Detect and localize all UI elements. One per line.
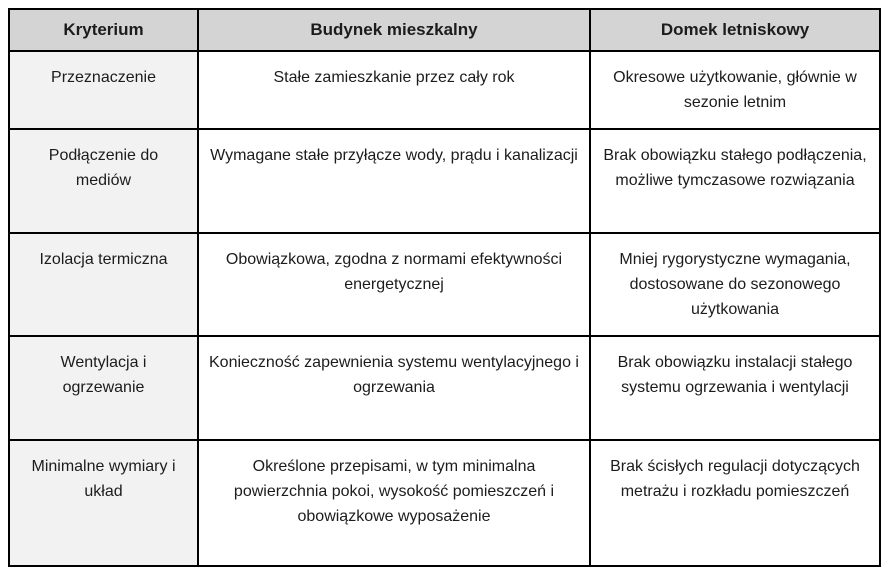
cell-budynek: Konieczność zapewnienia systemu wentylacyjnego i ogrzewania [198, 336, 590, 440]
comparison-table [8, 8, 881, 567]
cell-domek: Brak obowiązku instalacji stałego systemu ogrzewania i wentylacji [590, 336, 880, 440]
table-row [9, 233, 880, 336]
header-row [9, 9, 880, 51]
cell-criterium: Minimalne wymiary i układ [9, 440, 198, 566]
cell-criterium: Izolacja termiczna [9, 233, 198, 336]
cell-budynek: Określone przepisami, w tym minimalna powierzchnia pokoi, wysokość pomieszczeń i obowiązkowe wyposażenie [198, 440, 590, 566]
cell-criterium: Wentylacja i ogrzewanie [9, 336, 198, 440]
cell-domek: Brak ścisłych regulacji dotyczących metrażu i rozkładu pomieszczeń [590, 440, 880, 566]
cell-budynek: Wymagane stałe przyłącze wody, prądu i kanalizacji [198, 129, 590, 233]
table-row [9, 129, 880, 233]
table-row [9, 440, 880, 566]
cell-domek: Okresowe użytkowanie, głównie w sezonie letnim [590, 51, 880, 129]
cell-domek: Mniej rygorystyczne wymagania, dostosowane do sezonowego użytkowania [590, 233, 880, 336]
column-header-kryterium: Kryterium [9, 9, 198, 51]
cell-criterium: Przeznaczenie [9, 51, 198, 129]
column-header-budynek-mieszkalny: Budynek mieszkalny [198, 9, 590, 51]
cell-criterium: Podłączenie do mediów [9, 129, 198, 233]
cell-domek: Brak obowiązku stałego podłączenia, możliwe tymczasowe rozwiązania [590, 129, 880, 233]
table-row [9, 51, 880, 129]
cell-budynek: Obowiązkowa, zgodna z normami efektywności energetycznej [198, 233, 590, 336]
column-header-domek-letniskowy: Domek letniskowy [590, 9, 880, 51]
table-row [9, 336, 880, 440]
cell-budynek: Stałe zamieszkanie przez cały rok [198, 51, 590, 129]
